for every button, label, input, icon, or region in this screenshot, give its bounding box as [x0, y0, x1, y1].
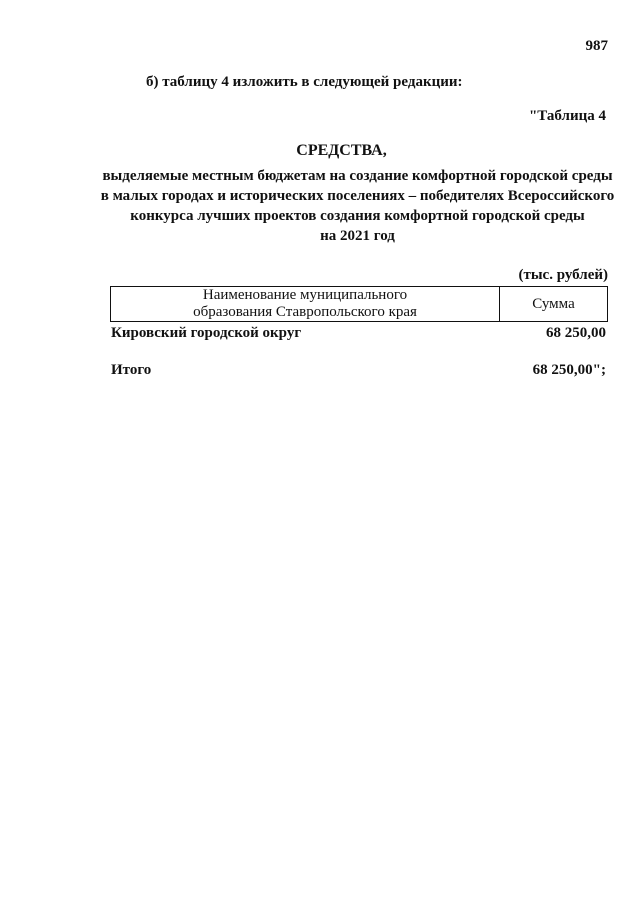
header-municipality: [111, 287, 500, 321]
header-sum: Сумма: [532, 296, 575, 312]
header-municipality-line: образования Ставропольского края: [193, 304, 417, 320]
subtitle-line: в малых городах и исторических поселениях – победителях Всероссийского: [100, 188, 615, 204]
total-label: Итого: [111, 362, 152, 378]
intro-text: б) таблицу 4 изложить в следующей редакции:: [146, 74, 463, 90]
subtitle-line: конкурса лучших проектов создания комфортной городской среды: [130, 208, 585, 224]
total-value: 68 250,00";: [532, 362, 606, 378]
table-header: [110, 286, 608, 322]
header-municipality-line: Наименование муниципального: [202, 287, 408, 303]
table-row-name: Кировский городской округ: [111, 325, 302, 341]
page-number: 987: [585, 38, 608, 54]
document-subtitle: [100, 166, 615, 246]
subtitle-line: на 2021 год: [320, 228, 395, 244]
table-reference: "Таблица 4: [528, 108, 606, 124]
document-title: СРЕДСТВА,: [296, 142, 387, 159]
subtitle-line: выделяемые местным бюджетам на создание комфортной городской среды: [102, 168, 613, 184]
table-row-sum: 68 250,00: [546, 325, 606, 341]
units-label: (тыс. рублей): [518, 267, 608, 283]
